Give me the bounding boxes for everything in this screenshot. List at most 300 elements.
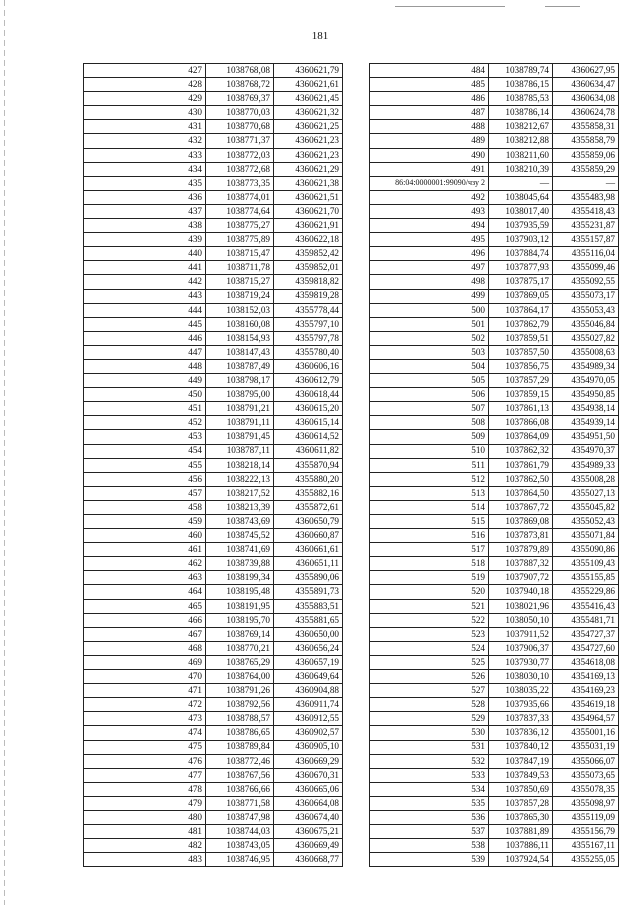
table-row [84,303,343,317]
x-coordinate-cell: 1038786,65 [206,726,274,740]
table-row [370,810,619,824]
y-coordinate-cell: 4360621,91 [274,219,343,233]
y-coordinate-cell: 4354970,05 [553,374,619,388]
x-coordinate-cell: 1038791,26 [206,684,274,698]
x-coordinate-cell: 1037857,50 [489,345,553,359]
y-coordinate-cell: 4360621,29 [274,162,343,176]
x-coordinate-cell: 1038789,74 [489,64,553,78]
point-number-cell: 512 [370,472,489,486]
y-coordinate-cell: 4355066,07 [553,754,619,768]
point-number-cell: 443 [84,289,206,303]
x-coordinate-cell: 1037856,75 [489,359,553,373]
x-coordinate-cell: 1038030,10 [489,670,553,684]
x-coordinate-cell: 1038050,10 [489,613,553,627]
x-coordinate-cell: 1037881,89 [489,825,553,839]
point-number-cell: 530 [370,726,489,740]
y-coordinate-cell: 4355052,43 [553,515,619,529]
x-coordinate-cell: 1037930,77 [489,655,553,669]
point-number-cell: 522 [370,613,489,627]
y-coordinate-cell: 4355255,05 [553,853,619,867]
point-number-cell: 532 [370,754,489,768]
point-number-cell: 467 [84,627,206,641]
y-coordinate-cell: 4360905,10 [274,740,343,754]
point-number-cell: 535 [370,796,489,810]
y-coordinate-cell: 4360612,79 [274,374,343,388]
table-row [370,430,619,444]
x-coordinate-cell: 1038045,64 [489,190,553,204]
point-number-cell: 448 [84,359,206,373]
point-number-cell: 428 [84,78,206,92]
x-coordinate-cell: 1038774,64 [206,204,274,218]
table-row [84,585,343,599]
x-coordinate-cell: 1037836,12 [489,726,553,740]
y-coordinate-cell: 4355053,43 [553,303,619,317]
x-coordinate-cell: 1037940,18 [489,585,553,599]
y-coordinate-cell: 4355156,79 [553,825,619,839]
y-coordinate-cell: 4355891,73 [274,585,343,599]
y-coordinate-cell: 4360902,57 [274,726,343,740]
y-coordinate-cell: 4360670,31 [274,768,343,782]
x-coordinate-cell: 1038788,57 [206,712,274,726]
x-coordinate-cell: 1037869,05 [489,289,553,303]
y-coordinate-cell: 4355031,19 [553,740,619,754]
y-coordinate-cell: 4360656,24 [274,641,343,655]
x-coordinate-cell: 1037887,32 [489,557,553,571]
y-coordinate-cell: 4355099,46 [553,261,619,275]
x-coordinate-cell: 1038739,88 [206,557,274,571]
y-coordinate-cell: 4360621,79 [274,64,343,78]
point-number-cell: 464 [84,585,206,599]
point-number-cell: 487 [370,106,489,120]
y-coordinate-cell: 4355418,43 [553,204,619,218]
y-coordinate-cell: 4355881,65 [274,613,343,627]
table-row [84,754,343,768]
x-coordinate-cell: 1038217,52 [206,486,274,500]
table-row [84,472,343,486]
y-coordinate-cell: 4355858,79 [553,134,619,148]
table-row [84,331,343,345]
point-number-cell: 475 [84,740,206,754]
x-coordinate-cell: 1038766,66 [206,782,274,796]
table-row [370,557,619,571]
x-coordinate-cell: 1038191,95 [206,599,274,613]
table-row [370,92,619,106]
y-coordinate-cell: 4360615,14 [274,416,343,430]
point-number-cell: 473 [84,712,206,726]
table-row [370,684,619,698]
table-row [84,430,343,444]
table-row [370,472,619,486]
x-coordinate-cell: 1037875,17 [489,275,553,289]
point-number-cell: 471 [84,684,206,698]
y-coordinate-cell: 4355073,65 [553,768,619,782]
coordinates-table-right [369,63,619,867]
y-coordinate-cell: 4355008,28 [553,472,619,486]
x-coordinate-cell: 1037911,52 [489,627,553,641]
y-coordinate-cell: 4360634,47 [553,78,619,92]
point-number-cell: 503 [370,345,489,359]
point-number-cell: 485 [370,78,489,92]
table-row [84,134,343,148]
point-number-cell: 466 [84,613,206,627]
point-number-cell: 519 [370,571,489,585]
table-row [84,92,343,106]
table-row [84,120,343,134]
point-number-cell: 500 [370,303,489,317]
point-number-cell: 484 [370,64,489,78]
point-number-cell: 523 [370,627,489,641]
table-row [370,599,619,613]
x-coordinate-cell: 1038792,56 [206,698,274,712]
point-number-cell: 516 [370,529,489,543]
table-row [84,825,343,839]
coordinates-table-left [83,63,343,867]
point-number-cell: 427 [84,64,206,78]
point-number-cell: 450 [84,388,206,402]
y-coordinate-cell: 4359852,01 [274,261,343,275]
y-coordinate-cell: 4355797,10 [274,317,343,331]
x-coordinate-cell: 1038774,01 [206,190,274,204]
y-coordinate-cell: 4354989,34 [553,359,619,373]
table-row [370,486,619,500]
x-coordinate-cell: 1038719,24 [206,289,274,303]
point-number-cell: 477 [84,768,206,782]
table-row [84,78,343,92]
y-coordinate-cell: 4355046,84 [553,317,619,331]
table-row [370,148,619,162]
y-coordinate-cell: 4355155,85 [553,571,619,585]
x-coordinate-cell: 1038791,45 [206,430,274,444]
x-coordinate-cell: 1038147,43 [206,345,274,359]
point-number-cell: 479 [84,796,206,810]
table-row [370,303,619,317]
table-row [84,839,343,853]
x-coordinate-cell: 1038769,14 [206,627,274,641]
table-row [84,627,343,641]
y-coordinate-cell: 4360622,18 [274,233,343,247]
x-coordinate-cell: 1037862,32 [489,444,553,458]
point-number-cell: 438 [84,219,206,233]
y-coordinate-cell: 4360904,88 [274,684,343,698]
point-number-cell: 514 [370,500,489,514]
x-coordinate-cell: 1038017,40 [489,204,553,218]
point-number-cell: 431 [84,120,206,134]
x-coordinate-cell: 1037862,79 [489,317,553,331]
y-coordinate-cell: 4360912,55 [274,712,343,726]
point-number-cell: 491 [370,162,489,176]
table-row [370,853,619,867]
x-coordinate-cell: 1038785,53 [489,92,553,106]
x-coordinate-cell: 1038786,14 [489,106,553,120]
y-coordinate-cell: 4360621,32 [274,106,343,120]
table-row [84,359,343,373]
y-coordinate-cell: 4355109,43 [553,557,619,571]
point-number-cell: 488 [370,120,489,134]
x-coordinate-cell: 1038744,03 [206,825,274,839]
y-coordinate-cell: 4355090,86 [553,543,619,557]
x-coordinate-cell: 1037906,37 [489,641,553,655]
x-coordinate-cell: 1038791,21 [206,402,274,416]
y-coordinate-cell: 4360611,82 [274,444,343,458]
x-coordinate-cell: 1038199,34 [206,571,274,585]
point-number-cell: 504 [370,359,489,373]
point-number-cell: 433 [84,148,206,162]
x-coordinate-cell: 1038765,29 [206,655,274,669]
table-row [84,190,343,204]
y-coordinate-cell: 4360621,51 [274,190,343,204]
y-coordinate-cell: 4355231,87 [553,219,619,233]
y-coordinate-cell: 4355071,84 [553,529,619,543]
y-coordinate-cell: — [553,176,619,190]
point-number-cell: 455 [84,458,206,472]
point-number-cell: 442 [84,275,206,289]
point-number-cell: 486 [370,92,489,106]
point-number-cell: 493 [370,204,489,218]
x-coordinate-cell: 1038211,60 [489,148,553,162]
table-row [84,613,343,627]
x-coordinate-cell: 1037877,93 [489,261,553,275]
x-coordinate-cell: 1038746,95 [206,853,274,867]
x-coordinate-cell: 1038715,27 [206,275,274,289]
x-coordinate-cell: 1037864,09 [489,430,553,444]
y-coordinate-cell: 4354951,50 [553,430,619,444]
table-row [370,712,619,726]
table-row [370,275,619,289]
table-row [370,655,619,669]
point-number-cell: 430 [84,106,206,120]
y-coordinate-cell: 4354989,33 [553,458,619,472]
table-row [370,219,619,233]
y-coordinate-cell: 4360665,06 [274,782,343,796]
y-coordinate-cell: 4354938,14 [553,402,619,416]
x-coordinate-cell: — [489,176,553,190]
table-row [370,233,619,247]
y-coordinate-cell: 4360621,23 [274,134,343,148]
y-coordinate-cell: 4360651,11 [274,557,343,571]
point-number-cell: 499 [370,289,489,303]
point-number-cell: 539 [370,853,489,867]
y-coordinate-cell: 4354619,18 [553,698,619,712]
y-coordinate-cell: 4360657,19 [274,655,343,669]
table-row [370,543,619,557]
table-row [370,416,619,430]
table-row [370,120,619,134]
x-coordinate-cell: 1038154,93 [206,331,274,345]
table-row [84,219,343,233]
table-row [84,810,343,824]
y-coordinate-cell: 4355157,87 [553,233,619,247]
table-row [84,162,343,176]
x-coordinate-cell: 1037879,89 [489,543,553,557]
x-coordinate-cell: 1038770,03 [206,106,274,120]
table-row [84,204,343,218]
table-row [370,176,619,190]
y-coordinate-cell: 4355416,43 [553,599,619,613]
y-coordinate-cell: 4355045,82 [553,500,619,514]
table-row [84,557,343,571]
table-row [84,726,343,740]
y-coordinate-cell: 4355780,40 [274,345,343,359]
y-coordinate-cell: 4354727,60 [553,641,619,655]
point-number-cell: 527 [370,684,489,698]
table-row [84,698,343,712]
point-number-cell: 538 [370,839,489,853]
y-coordinate-cell: 4355483,98 [553,190,619,204]
x-coordinate-cell: 1038791,11 [206,416,274,430]
table-row [84,345,343,359]
x-coordinate-cell: 1038764,00 [206,670,274,684]
point-number-cell: 511 [370,458,489,472]
y-coordinate-cell: 4360621,23 [274,148,343,162]
x-coordinate-cell: 1038769,37 [206,92,274,106]
parcel-note-cell: 86:04:0000001:99090/чзу 2 [370,176,489,190]
table-row [370,134,619,148]
y-coordinate-cell: 4360634,08 [553,92,619,106]
x-coordinate-cell: 1038787,11 [206,444,274,458]
y-coordinate-cell: 4354970,37 [553,444,619,458]
x-coordinate-cell: 1038775,89 [206,233,274,247]
table-row [84,106,343,120]
y-coordinate-cell: 4355797,78 [274,331,343,345]
table-row [84,388,343,402]
point-number-cell: 526 [370,670,489,684]
x-coordinate-cell: 1038021,96 [489,599,553,613]
table-row [370,388,619,402]
table-row [370,571,619,585]
point-number-cell: 529 [370,712,489,726]
table-row [84,416,343,430]
y-coordinate-cell: 4354169,13 [553,670,619,684]
point-number-cell: 458 [84,500,206,514]
point-number-cell: 509 [370,430,489,444]
scan-edge [4,0,5,905]
table-row [370,641,619,655]
table-row [370,204,619,218]
point-number-cell: 505 [370,374,489,388]
table-row [370,670,619,684]
point-number-cell: 498 [370,275,489,289]
x-coordinate-cell: 1037857,28 [489,796,553,810]
table-row [370,585,619,599]
y-coordinate-cell: 4359818,82 [274,275,343,289]
table-row [84,176,343,190]
point-number-cell: 537 [370,825,489,839]
y-coordinate-cell: 4355890,06 [274,571,343,585]
y-coordinate-cell: 4360614,52 [274,430,343,444]
x-coordinate-cell: 1037903,12 [489,233,553,247]
table-row [84,261,343,275]
table-row [84,740,343,754]
point-number-cell: 482 [84,839,206,853]
table-row [370,162,619,176]
y-coordinate-cell: 4355883,51 [274,599,343,613]
table-row [370,444,619,458]
x-coordinate-cell: 1038160,08 [206,317,274,331]
y-coordinate-cell: 4355078,35 [553,782,619,796]
y-coordinate-cell: 4360606,16 [274,359,343,373]
y-coordinate-cell: 4359819,28 [274,289,343,303]
table-row [370,515,619,529]
y-coordinate-cell: 4355778,44 [274,303,343,317]
x-coordinate-cell: 1037837,33 [489,712,553,726]
table-row [84,684,343,698]
x-coordinate-cell: 1037864,17 [489,303,553,317]
table-row [370,78,619,92]
y-coordinate-cell: 4355027,82 [553,331,619,345]
x-coordinate-cell: 1038745,52 [206,529,274,543]
y-coordinate-cell: 4355880,20 [274,472,343,486]
table-row [84,247,343,261]
x-coordinate-cell: 1037869,08 [489,515,553,529]
table-row [370,796,619,810]
point-number-cell: 489 [370,134,489,148]
point-number-cell: 524 [370,641,489,655]
point-number-cell: 510 [370,444,489,458]
y-coordinate-cell: 4355858,31 [553,120,619,134]
table-row [370,627,619,641]
table-row [84,402,343,416]
y-coordinate-cell: 4355872,61 [274,500,343,514]
point-number-cell: 462 [84,557,206,571]
table-row [370,839,619,853]
y-coordinate-cell: 4355167,11 [553,839,619,853]
point-number-cell: 478 [84,782,206,796]
x-coordinate-cell: 1037867,72 [489,500,553,514]
table-row [84,529,343,543]
point-number-cell: 459 [84,515,206,529]
point-number-cell: 508 [370,416,489,430]
x-coordinate-cell: 1038218,14 [206,458,274,472]
x-coordinate-cell: 1038771,58 [206,796,274,810]
y-coordinate-cell: 4360627,95 [553,64,619,78]
point-number-cell: 525 [370,655,489,669]
point-number-cell: 520 [370,585,489,599]
x-coordinate-cell: 1038152,03 [206,303,274,317]
y-coordinate-cell: 4355119,09 [553,810,619,824]
table-row [370,289,619,303]
page-number: 181 [311,30,329,42]
x-coordinate-cell: 1037865,30 [489,810,553,824]
x-coordinate-cell: 1038771,37 [206,134,274,148]
x-coordinate-cell: 1037864,50 [489,486,553,500]
table-row [84,853,343,867]
y-coordinate-cell: 4355027,13 [553,486,619,500]
table-row [84,458,343,472]
table-row [84,712,343,726]
y-coordinate-cell: 4354939,14 [553,416,619,430]
x-coordinate-cell: 1037847,19 [489,754,553,768]
table-row [370,500,619,514]
y-coordinate-cell: 4355859,06 [553,148,619,162]
table-row [370,402,619,416]
table-row [370,106,619,120]
x-coordinate-cell: 1038711,78 [206,261,274,275]
x-coordinate-cell: 1038210,39 [489,162,553,176]
point-number-cell: 494 [370,219,489,233]
point-number-cell: 447 [84,345,206,359]
table-row [84,317,343,331]
x-coordinate-cell: 1038772,68 [206,162,274,176]
table-row [370,782,619,796]
point-number-cell: 436 [84,190,206,204]
table-row [370,613,619,627]
point-number-cell: 460 [84,529,206,543]
point-number-cell: 470 [84,670,206,684]
table-row [370,331,619,345]
x-coordinate-cell: 1037886,11 [489,839,553,853]
y-coordinate-cell: 4360675,21 [274,825,343,839]
y-coordinate-cell: 4360624,78 [553,106,619,120]
